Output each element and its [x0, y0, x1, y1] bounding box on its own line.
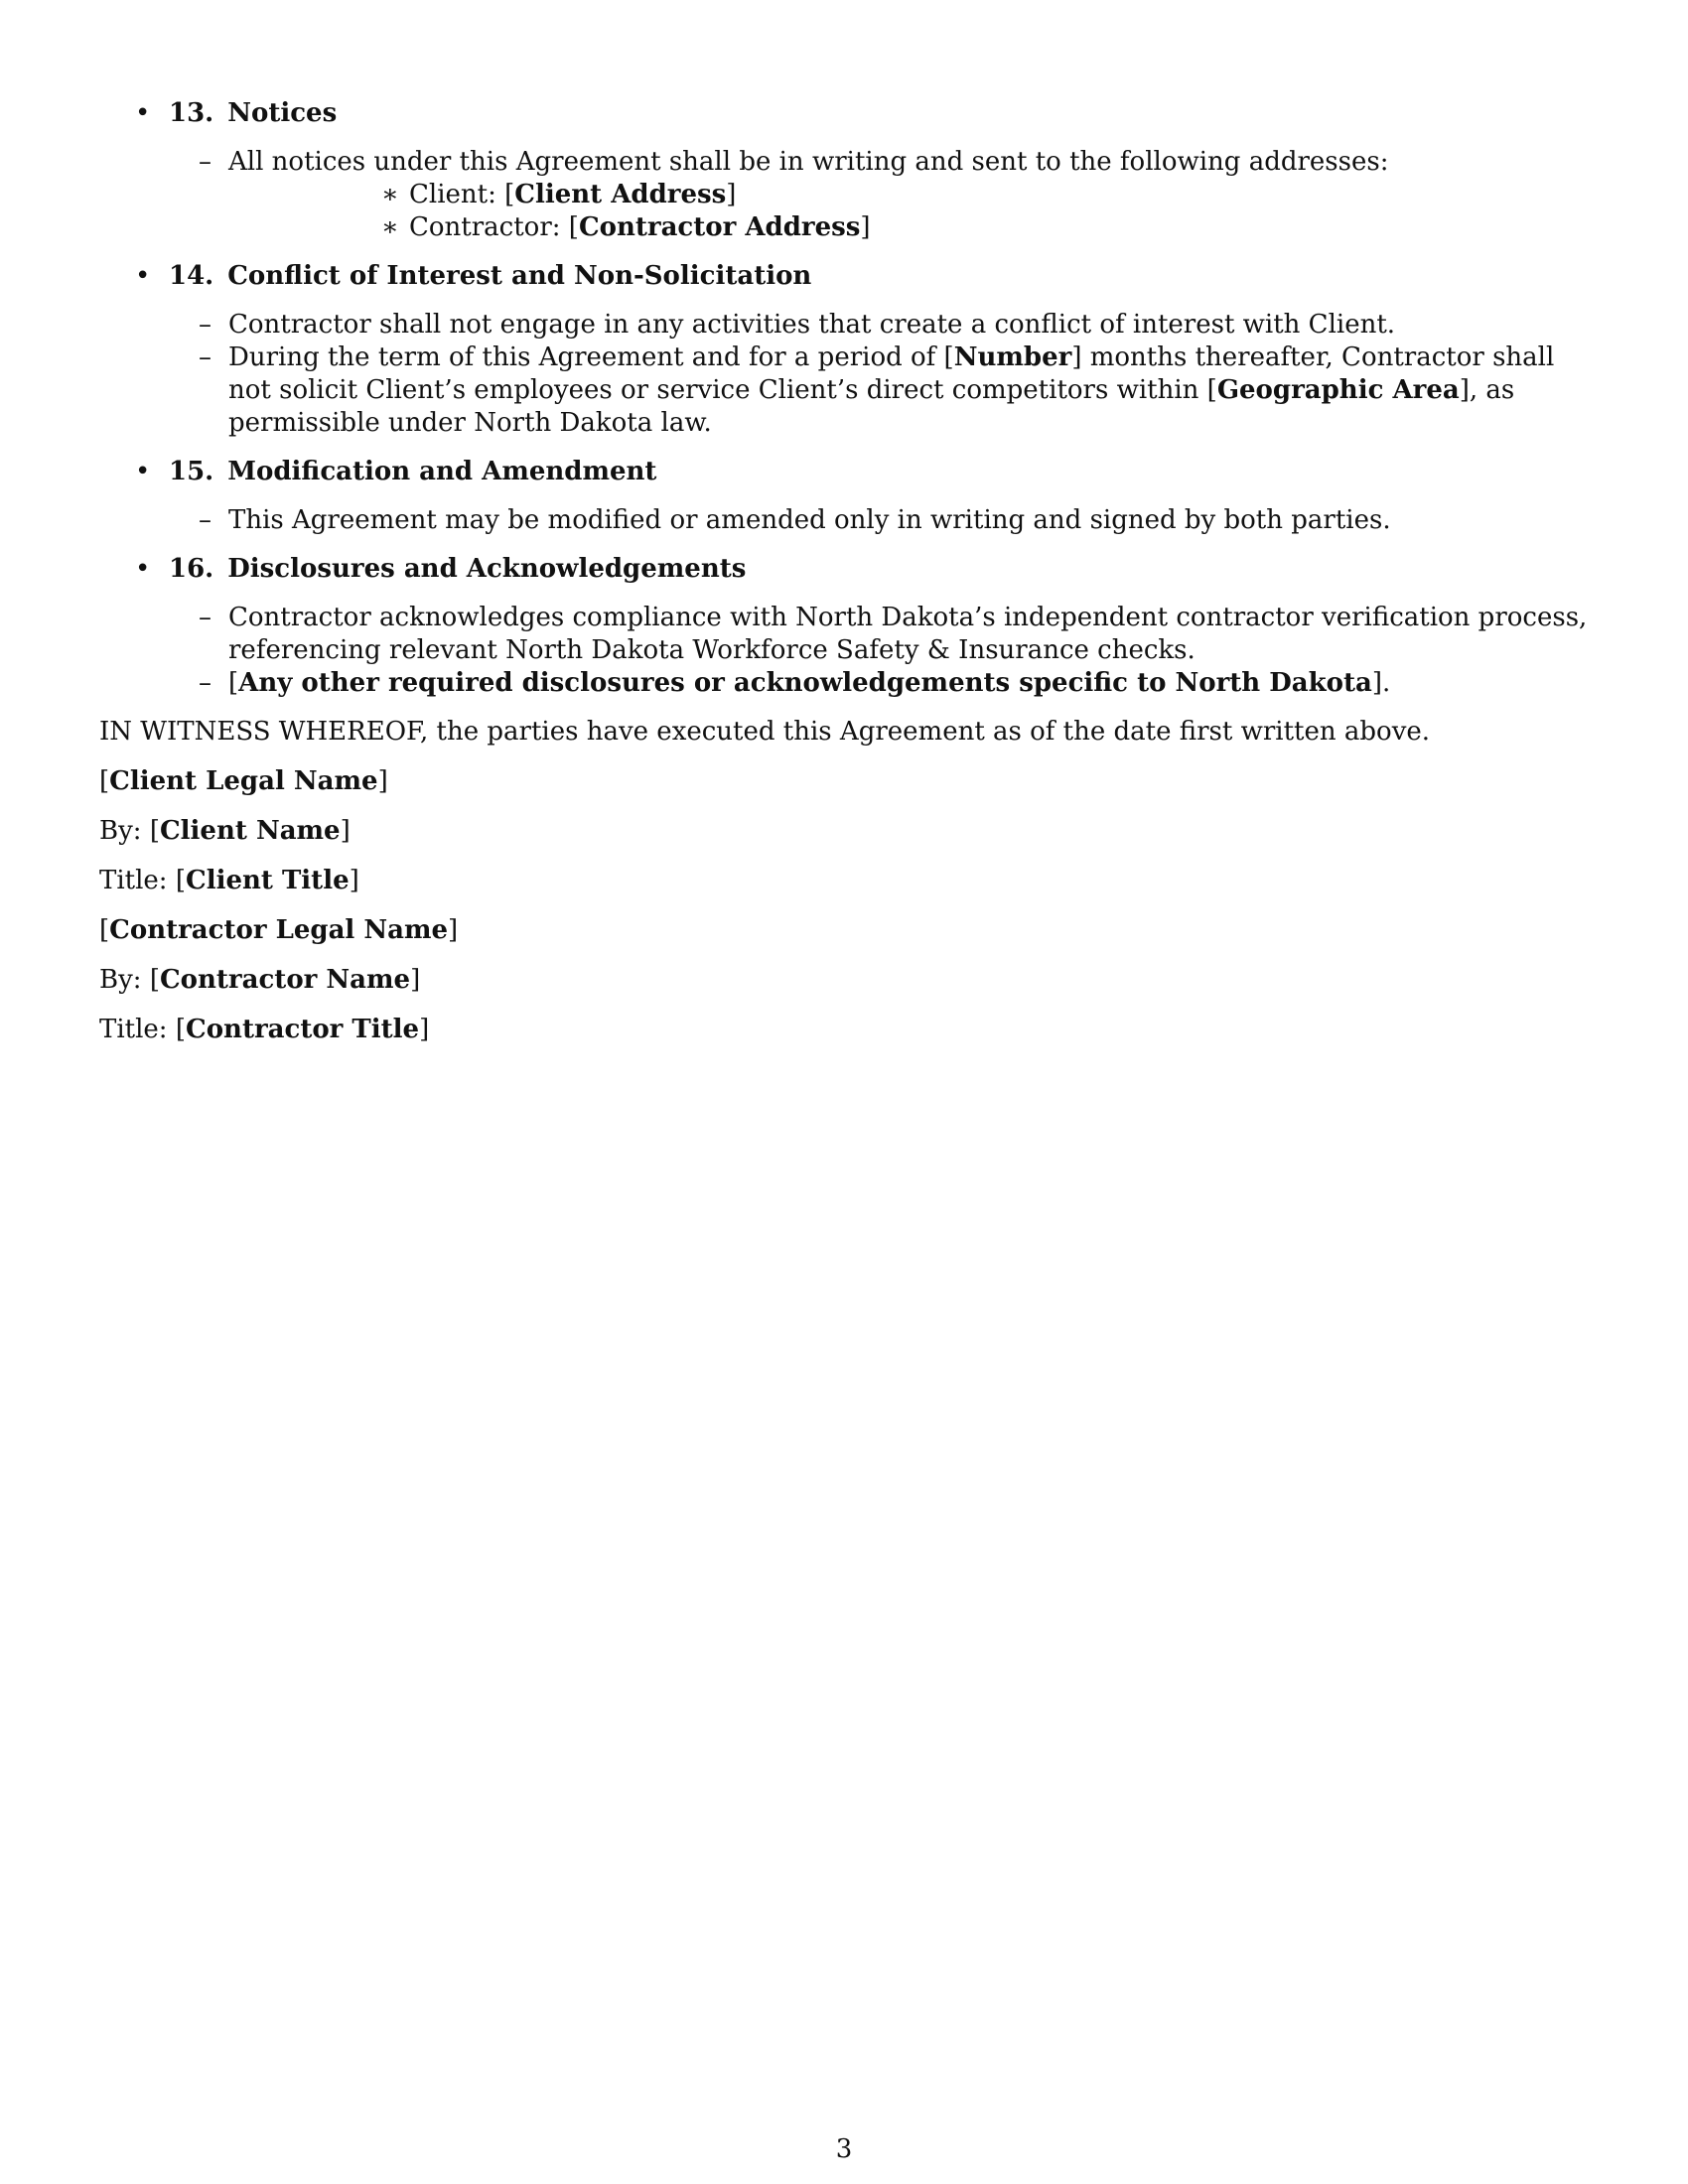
section-title: Modification and Amendment — [227, 457, 657, 486]
section-16-items — [99, 602, 1589, 700]
address-contractor: ∗ Contractor: [Contractor Address] — [381, 212, 871, 242]
section-number: 13. — [169, 98, 214, 128]
item-text: All notices under this Agreement shall be in writing and sent to the following addresses: — [228, 147, 1389, 177]
section-heading-14 — [99, 260, 1589, 293]
bullet-icon: • — [135, 98, 151, 128]
client-title-line: Title: [Client Title] — [99, 866, 359, 895]
client-legal-name: [Client Legal Name] — [99, 766, 388, 796]
section-15-items — [99, 504, 1589, 537]
section-number: 16. — [169, 554, 214, 584]
section-title: Disclosures and Acknowledgements — [227, 554, 747, 584]
section-13-items — [99, 146, 1589, 244]
bullet-icon: • — [135, 261, 151, 291]
section-number: 14. — [169, 261, 214, 291]
dash-icon: – — [199, 342, 211, 372]
dash-icon: – — [199, 668, 211, 698]
list-item — [99, 309, 1589, 341]
address-list — [228, 179, 1589, 244]
list-item — [99, 504, 1589, 537]
item-text: Contractor acknowledges compliance with North Dakota’s independent contractor verification process, referencing relevant North Dakota Workforce Safety & Insurance checks. — [228, 603, 1588, 665]
dash-icon: – — [199, 147, 211, 177]
list-item: – [Any other required disclosures or acknowledgements specific to North Dakota]. — [199, 668, 1391, 698]
witness-clause: IN WITNESS WHEREOF, the parties have executed this Agreement as of the date first written above. — [99, 717, 1431, 747]
contractor-legal-name: [Contractor Legal Name] — [99, 915, 459, 945]
contractor-by-line: By: [Contractor Name] — [99, 965, 421, 995]
item-text: Contractor shall not engage in any activities that create a conflict of interest with Client. — [228, 310, 1396, 340]
asterisk-icon: ∗ — [381, 212, 399, 242]
dash-icon: – — [199, 505, 211, 535]
contractor-title-line: Title: [Contractor Title] — [99, 1015, 430, 1044]
item-text: This Agreement may be modified or amended only in writing and signed by both parties. — [228, 505, 1391, 535]
list-item — [99, 602, 1589, 667]
list-item — [99, 146, 1589, 244]
section-title: Notices — [227, 98, 338, 128]
bullet-icon: • — [135, 457, 151, 486]
list-item: – During the term of this Agreement and for a period of [Number] months thereafter, Contractor shall not solicit Client’s employees or service Client’s direct competitors within [Geographic Area], as permissible under North Dakota law. — [199, 342, 1555, 438]
section-heading-13 — [99, 97, 1589, 130]
page-number: 3 — [835, 2134, 853, 2164]
section-14-items — [99, 309, 1589, 440]
section-heading-16 — [99, 553, 1589, 586]
section-title: Conflict of Interest and Non-Solicitation — [227, 261, 812, 291]
address-client: ∗ Client: [Client Address] — [381, 180, 737, 209]
section-heading-15 — [99, 456, 1589, 488]
section-number: 15. — [169, 457, 214, 486]
document-page — [99, 97, 1589, 1063]
dash-icon: – — [199, 603, 211, 632]
dash-icon: – — [199, 310, 211, 340]
bullet-icon: • — [135, 554, 151, 584]
asterisk-icon: ∗ — [381, 180, 399, 209]
client-by-line: By: [Client Name] — [99, 816, 351, 846]
